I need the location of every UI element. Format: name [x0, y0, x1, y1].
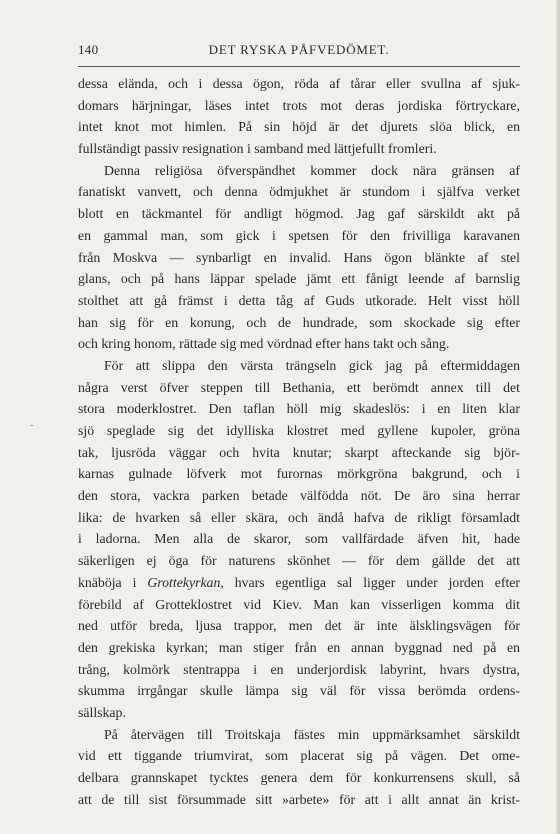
- text-line: intet knot mot himlen. På sin höjd är det djurets slöa blick, en: [78, 119, 520, 135]
- text-line: På återvägen till Troitskaja fästes min uppmärksamhet särskildt: [104, 726, 520, 742]
- page-header: [78, 42, 520, 60]
- text-line: Denna religiösa öfverspändhet kommer dock nära gränsen af: [104, 162, 520, 178]
- text-line: dessa elända, och i dessa ögon, röda af tårar eller svullna af sjuk-: [78, 76, 520, 91]
- header-rule: [78, 66, 520, 67]
- text-line: För att slippa den värsta trängseln gick jag på eftermiddagen: [104, 357, 520, 373]
- margin-mark: -: [30, 420, 34, 431]
- text-line: han sig för en konung, och de hundrade, som skockade sig efter: [78, 314, 520, 330]
- text-line: från Moskva — synbarligt en invalid. Hans ögon blänkte af stel: [78, 249, 520, 265]
- page-edge: [556, 0, 560, 834]
- text-line: fullständigt passiv resignation i samband med lättjefullt fromleri.: [78, 141, 437, 157]
- text-line: några verst öfver steppen till Bethania, ett berömdt annex till det: [78, 379, 520, 395]
- text-line: sjö speglade sig det idylliska klostret med gyllene kupoler, gröna: [78, 423, 520, 438]
- text-line: lika: de hvarken så eller skära, och ändå hafva de rikligt församladt: [78, 509, 520, 525]
- text-line: den grekiska kyrkan; man stiger från en annan byggnad ned på en: [78, 639, 520, 655]
- text-line: fanatiskt vanvett, och denna ödmjukhet är stundom i själfva verket: [78, 184, 520, 200]
- text-line: och kring honom, rättade sig med vördnad efter hans takt och sång.: [78, 336, 450, 352]
- text-line: ned utför breda, ljusa trappor, men det är inte älsklingsvägen för: [78, 618, 520, 634]
- italic-term: Grottekyrkan: [147, 574, 221, 590]
- text-line: stora moderklostret. Den taflan höll mig skadeslös: i en liten klar: [78, 401, 520, 417]
- text-line: glans, och på hans läppar spelade jämt ett fånigt leende af barnslig: [78, 271, 520, 287]
- text-segment: knäböja i: [78, 574, 148, 590]
- text-line: i ladorna. Men alla de skaror, som vallfärdade äfven hit, hade: [78, 531, 520, 547]
- text-line: förebild af Grotteklostret vid Kiev. Man kan visserligen komma dit: [78, 596, 520, 612]
- text-line: trång, kolmörk stentrappa i en underjordisk labyrint, hvars dystra,: [78, 661, 520, 677]
- text-line: blott en täckmantel för andligt högmod. Jag gaf särskildt akt på: [78, 206, 520, 222]
- text-line: karnas gulnade löfverk mot furornas mörkgröna bakgrund, och i: [78, 466, 520, 482]
- text-line: sällskap.: [78, 704, 126, 720]
- text-line: den stora, vackra parken betade välfödda nöt. De äro sina herrar: [78, 488, 520, 504]
- text-line: skumma irrgångar skulle lämpa sig väl för vissa berömda ordens-: [78, 683, 520, 699]
- text-line: [78, 572, 520, 594]
- text-line: domars härjningar, läses intet trots mot deras jordiska förtryckare,: [78, 97, 520, 113]
- running-title: DET RYSKA PÅFVEDÖMET.: [208, 42, 390, 57]
- text-line: en gammal man, som gick i spetsen för den frivilliga karavanen: [78, 227, 520, 243]
- text-line: vid ett tiggande triumvirat, som placerat sig på vägen. Det ome-: [78, 748, 520, 764]
- page-number: 140: [78, 42, 99, 57]
- text-segment: , hvars egentliga sal ligger under jorden efter: [220, 574, 521, 590]
- text-line: säkerligen ej öga för naturens skönhet — för dem gällde det att: [78, 553, 520, 569]
- body-text: [78, 73, 520, 810]
- text-line: stolthet att gå främst i detta tåg af Guds utkorade. Helt visst höll: [78, 292, 520, 308]
- text-line: delbara grannskapet tycktes genera dem för konkurrensens skull, så: [78, 770, 520, 785]
- text-line: tak, ljusröda väggar och hvita knutar; skarpt afteckande sig björ-: [78, 444, 520, 460]
- text-line: att de till sist försummade sitt »arbete» för att i allt annat än krist-: [78, 791, 520, 807]
